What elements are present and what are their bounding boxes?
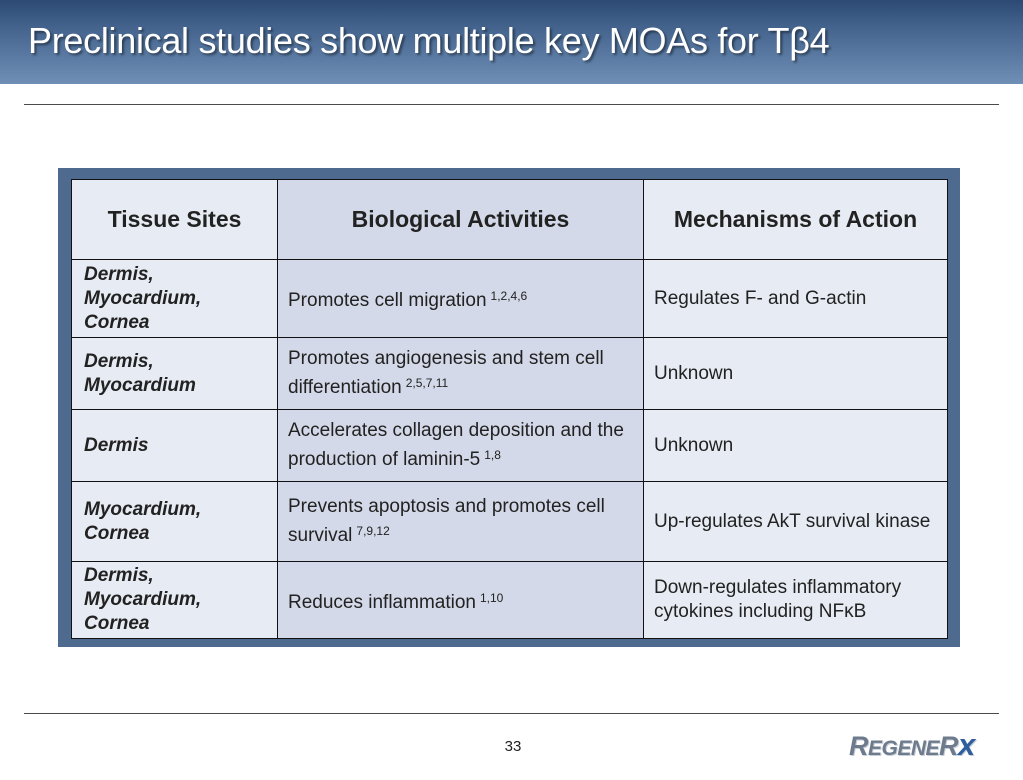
- tissue-line: Dermis,: [84, 263, 154, 285]
- tissue-cell: [72, 338, 278, 410]
- reference-superscript: 1,10: [479, 590, 504, 605]
- activity-cell: [278, 410, 644, 482]
- activity-cell: [278, 338, 644, 410]
- top-divider: [24, 104, 999, 105]
- tissue-line: Myocardium,: [84, 589, 202, 610]
- table-row: [72, 562, 948, 639]
- tissue-cell: [72, 482, 278, 562]
- activity-text: Accelerates collagen deposition and the production of laminin-5: [288, 420, 624, 470]
- tissue-line: Dermis,: [84, 565, 154, 586]
- reference-superscript: 7,9,12: [356, 524, 390, 538]
- header-biological-activities: Biological Activities: [278, 180, 644, 260]
- activity-text: Prevents apoptosis and promotes cell survival: [288, 496, 605, 546]
- mechanism-cell: Up-regulates AkT survival kinase: [644, 482, 948, 562]
- logo-r2: R: [939, 731, 959, 761]
- page-number: 33: [504, 738, 522, 755]
- activity-text: Promotes angiogenesis and stem cell differentiation: [288, 348, 604, 398]
- reference-superscript: 2,5,7,11: [405, 376, 449, 390]
- header-tissue-sites: Tissue Sites: [72, 180, 278, 260]
- header-mechanisms-of-action: Mechanisms of Action: [644, 180, 948, 260]
- moa-table-frame: [58, 168, 960, 647]
- mechanism-cell: Unknown: [644, 338, 948, 410]
- slide-title: Preclinical studies show multiple key MOAs for Tβ4: [28, 20, 830, 61]
- table-row: [72, 260, 948, 338]
- logo-r: R: [849, 731, 868, 761]
- activity-cell: [278, 562, 644, 639]
- tissue-line: Dermis: [84, 434, 149, 456]
- reference-superscript: 1,8: [484, 448, 501, 462]
- mechanism-cell: Regulates F- and G-actin: [644, 260, 948, 338]
- moa-table: [71, 179, 948, 639]
- tissue-line: Cornea: [84, 311, 150, 333]
- table-row: [72, 482, 948, 562]
- activity-cell: [278, 482, 644, 562]
- table-header-row: [72, 180, 948, 260]
- regenerx-logo: [849, 727, 994, 763]
- tissue-line: Cornea: [84, 613, 150, 634]
- tissue-line: Cornea: [84, 522, 150, 544]
- tissue-line: Myocardium,: [84, 287, 202, 309]
- table-row: [72, 410, 948, 482]
- tissue-cell: [72, 410, 278, 482]
- reference-superscript: 1,2,4,6: [490, 289, 528, 303]
- activity-text: Reduces inflammation: [288, 591, 476, 613]
- tissue-line: Myocardium: [84, 374, 196, 396]
- tissue-line: Dermis,: [84, 350, 154, 372]
- tissue-cell: [72, 562, 278, 639]
- table-row: [72, 338, 948, 410]
- mechanism-cell: Unknown: [644, 410, 948, 482]
- logo-x: x: [958, 727, 975, 762]
- tissue-cell: [72, 260, 278, 338]
- activity-text: Promotes cell migration: [288, 290, 487, 311]
- bottom-divider: [24, 713, 999, 714]
- logo-egene: EGENE: [868, 737, 940, 760]
- title-bar: [0, 0, 1023, 84]
- activity-cell: [278, 260, 644, 338]
- mechanism-cell: Down-regulates inflammatory cytokines including NFκB: [644, 562, 948, 639]
- tissue-line: Myocardium,: [84, 498, 202, 520]
